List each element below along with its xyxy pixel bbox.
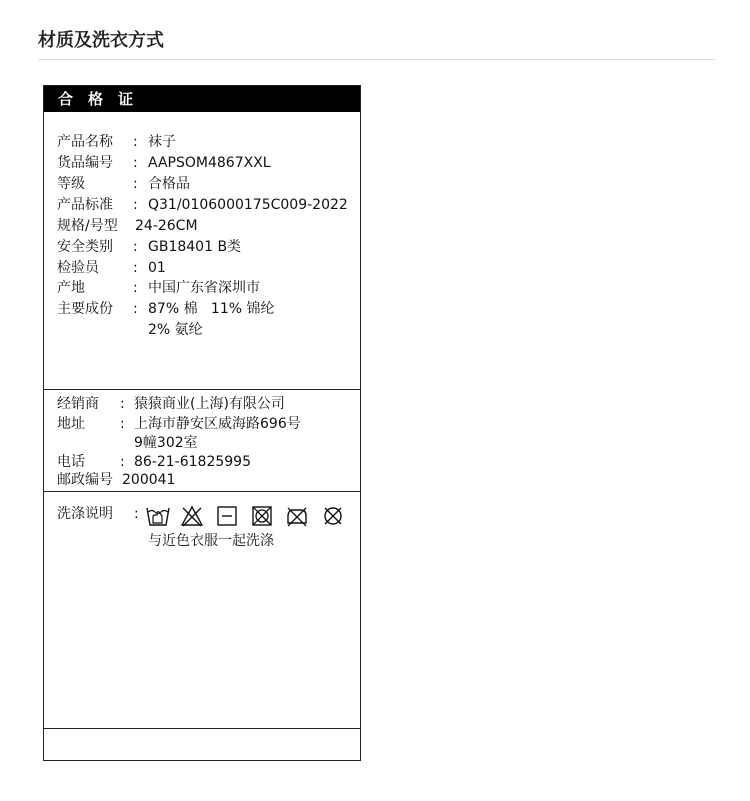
colon: : bbox=[133, 301, 138, 317]
colon: : bbox=[133, 176, 138, 192]
row-item-number bbox=[57, 153, 271, 173]
address-continuation: 9幢302室 bbox=[134, 435, 198, 451]
field-key: 电话 bbox=[57, 454, 85, 470]
field-value: 01 bbox=[148, 260, 166, 276]
colon: : bbox=[120, 454, 125, 470]
row-inspector bbox=[57, 258, 166, 278]
field-key: 经销商 bbox=[57, 396, 99, 412]
divider-distributor bbox=[44, 491, 360, 492]
field-value: AAPSOM4867XXL bbox=[148, 155, 271, 171]
divider-bottom bbox=[44, 728, 360, 729]
no-tumble-dry-icon bbox=[251, 505, 273, 527]
row-product-name bbox=[57, 132, 176, 152]
row-standard bbox=[57, 195, 348, 215]
field-key: 邮政编号 bbox=[57, 472, 113, 488]
composition-continuation: 2% 氨纶 bbox=[148, 322, 203, 338]
field-value: 中国广东省深圳市 bbox=[148, 280, 260, 296]
colon: : bbox=[133, 155, 138, 171]
colon: : bbox=[133, 239, 138, 255]
hand-wash-40-icon bbox=[146, 505, 170, 527]
colon: : bbox=[133, 260, 138, 276]
row-care bbox=[57, 504, 139, 524]
field-key: 货品编号 bbox=[57, 155, 113, 171]
certificate-header: 合格证 bbox=[44, 86, 360, 112]
field-value: 86-21-61825995 bbox=[134, 454, 251, 470]
field-value: 200041 bbox=[122, 472, 176, 488]
divider-product bbox=[44, 389, 360, 390]
certificate-label bbox=[43, 85, 361, 761]
care-note: 与近色衣服一起洗涤 bbox=[148, 533, 274, 549]
field-value: 猿猿商业(上海)有限公司 bbox=[134, 396, 285, 412]
row-distributor bbox=[57, 394, 285, 414]
colon: : bbox=[133, 134, 138, 150]
field-key: 等级 bbox=[57, 176, 85, 192]
title-divider bbox=[38, 59, 715, 60]
no-iron-icon bbox=[285, 505, 309, 527]
row-grade bbox=[57, 174, 190, 194]
field-key: 安全类别 bbox=[57, 239, 113, 255]
colon: : bbox=[120, 416, 125, 432]
dry-flat-icon bbox=[216, 505, 238, 527]
colon: : bbox=[134, 506, 139, 522]
field-key: 规格/号型 bbox=[57, 218, 118, 234]
no-dry-clean-icon bbox=[322, 505, 344, 527]
field-value: GB18401 B类 bbox=[148, 239, 242, 255]
field-value: 袜子 bbox=[148, 134, 176, 150]
row-phone bbox=[57, 452, 251, 472]
field-key: 产地 bbox=[57, 280, 85, 296]
field-key: 地址 bbox=[57, 416, 85, 432]
row-size bbox=[57, 216, 198, 236]
field-key: 检验员 bbox=[57, 260, 99, 276]
row-address bbox=[57, 414, 301, 434]
field-value: 24-26CM bbox=[135, 218, 198, 234]
field-value: 合格品 bbox=[148, 176, 190, 192]
field-value: 87% 棉 11% 锦纶 bbox=[148, 301, 275, 317]
field-key: 产品名称 bbox=[57, 134, 113, 150]
field-key: 洗涤说明 bbox=[57, 506, 113, 522]
field-value: Q31/0106000175C009-2022 bbox=[148, 197, 348, 213]
field-key: 主要成份 bbox=[57, 301, 113, 317]
row-composition bbox=[57, 299, 275, 319]
row-origin bbox=[57, 278, 260, 298]
row-safety-class bbox=[57, 237, 242, 257]
field-value: 上海市静安区威海路696号 bbox=[134, 416, 301, 432]
colon: : bbox=[133, 280, 138, 296]
no-bleach-icon bbox=[180, 505, 204, 527]
colon: : bbox=[120, 396, 125, 412]
row-postcode bbox=[57, 470, 176, 490]
field-key: 产品标准 bbox=[57, 197, 113, 213]
section-title: 材质及洗衣方式 bbox=[38, 30, 164, 51]
colon: : bbox=[133, 197, 138, 213]
